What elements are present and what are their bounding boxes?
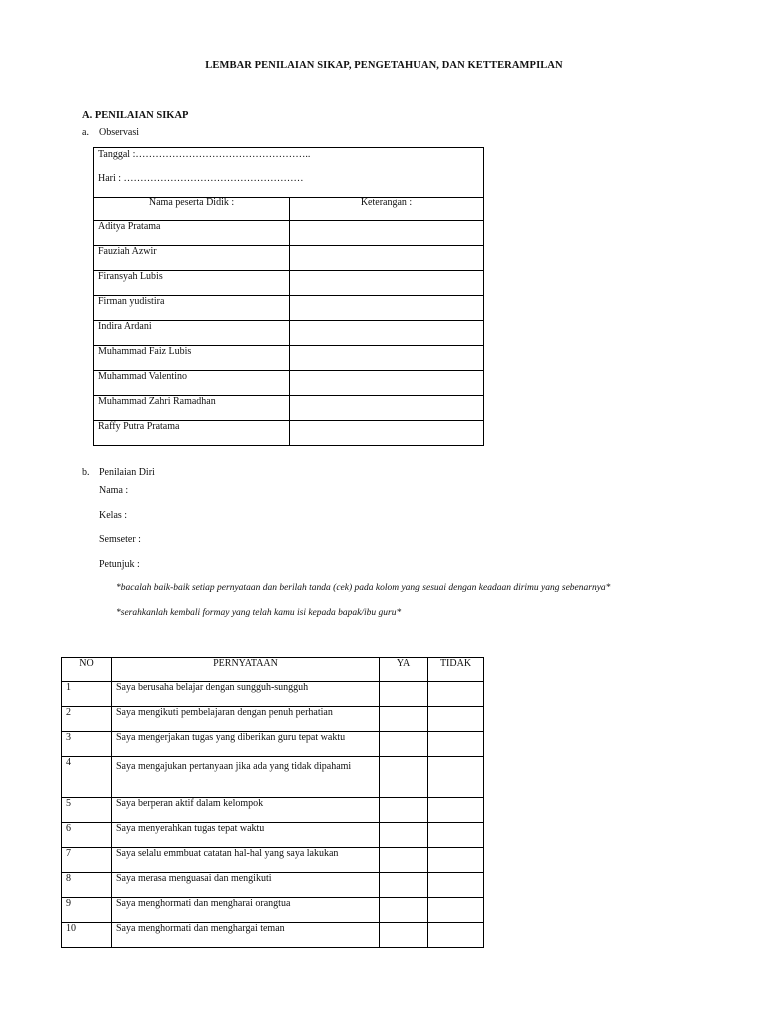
ya-check-cell[interactable] xyxy=(380,823,428,848)
tidak-check-cell[interactable] xyxy=(428,873,484,898)
tanggal-field: Tanggal :…………………………………………….. xyxy=(98,149,311,160)
col-pernyataan-header: PERNYATAAN xyxy=(112,658,380,682)
row-number: 9 xyxy=(62,898,112,923)
table-row xyxy=(94,371,484,396)
row-number: 7 xyxy=(62,848,112,873)
table-row xyxy=(62,757,484,798)
ya-check-cell[interactable] xyxy=(380,757,428,798)
table-row xyxy=(94,221,484,246)
keterangan-cell[interactable] xyxy=(290,346,484,371)
penilaian-diri-letter: b. xyxy=(82,467,90,478)
statement: Saya selalu emmbuat catatan hal-hal yang saya lakukan xyxy=(112,848,380,873)
row-number: 3 xyxy=(62,732,112,757)
ya-check-cell[interactable] xyxy=(380,707,428,732)
nama-field: Nama : xyxy=(99,485,129,496)
student-name: Aditya Pratama xyxy=(94,221,290,246)
col-tidak-header: TIDAK xyxy=(428,658,484,682)
table-row xyxy=(94,246,484,271)
keterangan-cell[interactable] xyxy=(290,296,484,321)
tidak-check-cell[interactable] xyxy=(428,682,484,707)
tidak-check-cell[interactable] xyxy=(428,798,484,823)
tidak-check-cell[interactable] xyxy=(428,823,484,848)
col-keterangan-header: Keterangan : xyxy=(290,198,484,221)
row-number: 4 xyxy=(62,757,112,798)
table-row xyxy=(94,396,484,421)
observasi-heading xyxy=(82,127,139,138)
table-row xyxy=(94,271,484,296)
table-row xyxy=(94,421,484,446)
kelas-field: Kelas : xyxy=(99,510,128,521)
student-name: Firansyah Lubis xyxy=(94,271,290,296)
ya-check-cell[interactable] xyxy=(380,798,428,823)
student-name: Indira Ardani xyxy=(94,321,290,346)
ya-check-cell[interactable] xyxy=(380,873,428,898)
statement: Saya berusaha belajar dengan sungguh-sungguh xyxy=(112,682,380,707)
tidak-check-cell[interactable] xyxy=(428,848,484,873)
keterangan-cell[interactable] xyxy=(290,321,484,346)
penilaian-diri-label: Penilaian Diri xyxy=(99,467,155,478)
ya-check-cell[interactable] xyxy=(380,923,428,948)
statement: Saya menyerahkan tugas tepat waktu xyxy=(112,823,380,848)
self-assessment-table xyxy=(61,657,484,948)
table-row xyxy=(62,898,484,923)
table-row xyxy=(94,296,484,321)
table-row xyxy=(94,346,484,371)
table-row xyxy=(62,732,484,757)
statement: Saya mengikuti pembelajaran dengan penuh perhatian xyxy=(112,707,380,732)
table-row xyxy=(62,923,484,948)
observasi-letter: a. xyxy=(82,127,89,138)
col-no-header: NO xyxy=(62,658,112,682)
keterangan-cell[interactable] xyxy=(290,246,484,271)
table-row xyxy=(94,321,484,346)
student-name: Firman yudistira xyxy=(94,296,290,321)
row-number: 5 xyxy=(62,798,112,823)
row-number: 6 xyxy=(62,823,112,848)
keterangan-cell[interactable] xyxy=(290,271,484,296)
instruction-2: *serahkanlah kembali formay yang telah kamu isi kepada bapak/ibu guru* xyxy=(116,608,402,618)
keterangan-cell[interactable] xyxy=(290,421,484,446)
instruction-1: *bacalah baik-baik setiap pernyataan dan berilah tanda (cek) pada kolom yang sesuai dengan keadaan dirimu yang sebenarnya* xyxy=(116,583,611,593)
table-row xyxy=(62,873,484,898)
table-row xyxy=(62,848,484,873)
table-row xyxy=(62,707,484,732)
tidak-check-cell[interactable] xyxy=(428,923,484,948)
section-a-heading: A. PENILAIAN SIKAP xyxy=(82,110,189,121)
petunjuk-label: Petunjuk : xyxy=(99,559,140,570)
hari-field: Hari : ……………………………………………… xyxy=(98,173,304,184)
statement: Saya mengerjakan tugas yang diberikan guru tepat waktu xyxy=(112,732,380,757)
row-number: 2 xyxy=(62,707,112,732)
row-number: 8 xyxy=(62,873,112,898)
table-row xyxy=(62,798,484,823)
tidak-check-cell[interactable] xyxy=(428,757,484,798)
observasi-label: Observasi xyxy=(99,127,139,138)
row-number: 10 xyxy=(62,923,112,948)
statement: Saya menghormati dan mengharai orangtua xyxy=(112,898,380,923)
ya-check-cell[interactable] xyxy=(380,898,428,923)
keterangan-cell[interactable] xyxy=(290,371,484,396)
keterangan-cell[interactable] xyxy=(290,221,484,246)
tidak-check-cell[interactable] xyxy=(428,898,484,923)
document-title: LEMBAR PENILAIAN SIKAP, PENGETAHUAN, DAN KETTERAMPILAN xyxy=(205,60,563,71)
statement: Saya merasa menguasai dan mengikuti xyxy=(112,873,380,898)
keterangan-cell[interactable] xyxy=(290,396,484,421)
col-ya-header: YA xyxy=(380,658,428,682)
ya-check-cell[interactable] xyxy=(380,732,428,757)
penilaian-diri-heading xyxy=(82,467,155,478)
observation-table xyxy=(93,147,484,446)
ya-check-cell[interactable] xyxy=(380,682,428,707)
student-name: Muhammad Valentino xyxy=(94,371,290,396)
student-name: Raffy Putra Pratama xyxy=(94,421,290,446)
col-nama-header: Nama peserta Didik : xyxy=(94,198,290,221)
student-name: Muhammad Zahri Ramadhan xyxy=(94,396,290,421)
student-name: Muhammad Faiz Lubis xyxy=(94,346,290,371)
statement: Saya menghormati dan menghargai teman xyxy=(112,923,380,948)
statement: Saya berperan aktif dalam kelompok xyxy=(112,798,380,823)
ya-check-cell[interactable] xyxy=(380,848,428,873)
row-number: 1 xyxy=(62,682,112,707)
tidak-check-cell[interactable] xyxy=(428,707,484,732)
tidak-check-cell[interactable] xyxy=(428,732,484,757)
table-row xyxy=(62,823,484,848)
student-name: Fauziah Azwir xyxy=(94,246,290,271)
table-row xyxy=(62,682,484,707)
date-day-cell xyxy=(94,148,484,198)
statement: Saya mengajukan pertanyaan jika ada yang tidak dipahami xyxy=(112,757,380,798)
semester-field: Semseter : xyxy=(99,534,141,545)
